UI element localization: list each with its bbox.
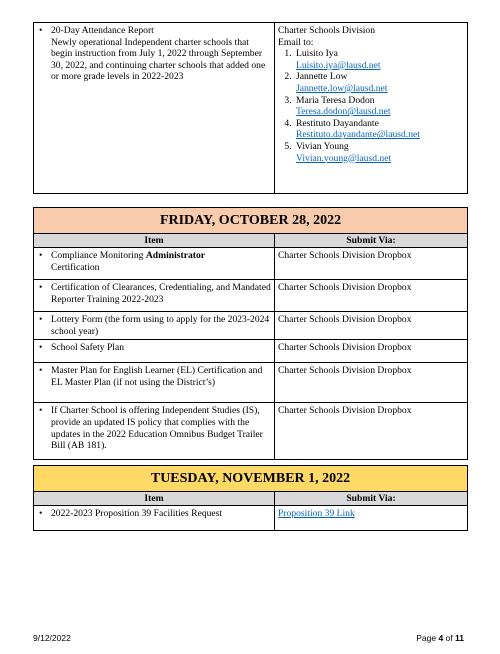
item-text: If Charter School is offering Independent Studies (IS), provide an updated IS policy that complies with the updates in the 2022 Education Omnibus Budget Trailer Bill (AB 181). [51, 405, 263, 452]
contact-name: Maria Teresa Dodon [296, 94, 375, 106]
contact-email-link[interactable]: Vivian.young@lausd.net [296, 152, 392, 164]
tuesday-title: TUESDAY, NOVEMBER 1, 2022 [34, 466, 468, 492]
list-item [294, 95, 464, 118]
bullet-icon: • [39, 250, 43, 262]
table-row [34, 248, 468, 280]
item-text: Master Plan for English Learner (EL) Certification and EL Master Plan (if not using the District’s) [51, 365, 263, 388]
table-row [34, 312, 468, 340]
column-header-item: Item [34, 491, 275, 506]
table-row [34, 23, 468, 194]
submit-text: Charter Schools Division Dropbox [275, 280, 468, 312]
item-text: 2022-2023 Proposition 39 Facilities Request [51, 508, 223, 520]
submit-text: Charter Schools Division Dropbox [275, 403, 468, 460]
bullet-icon: • [39, 508, 43, 520]
bullet-icon: • [39, 314, 43, 326]
tuesday-table [33, 465, 468, 531]
table-row [34, 506, 468, 531]
submit-text: Charter Schools Division Dropbox [275, 340, 468, 363]
bullet-icon: • [39, 25, 43, 36]
list-item [294, 118, 464, 141]
submit-text: Charter Schools Division Dropbox [275, 248, 468, 280]
submit-text: Charter Schools Division Dropbox [275, 312, 468, 340]
contact-list [278, 48, 464, 164]
submit-text: Charter Schools Division Dropbox [275, 363, 468, 403]
contact-name: Luisito Iya [296, 48, 338, 60]
item-description: Newly operational Independent charter schools that begin instruction from July 1, 2022 through September 30, 2022, and continuing charter schools that added one or more grade levels in 2022-2023 [51, 36, 266, 83]
item-text: Lottery Form (the form using to apply for the 2023-2024 school year) [51, 314, 270, 337]
table-row [34, 403, 468, 460]
submit-email-label: Email to: [278, 36, 314, 48]
table-row [34, 363, 468, 403]
bullet-icon: • [39, 342, 43, 354]
contact-name: Jannette Low [296, 71, 348, 83]
contact-email-link[interactable]: Restituto.dayandante@lausd.net [296, 129, 420, 141]
column-header-submit: Submit Via: [275, 233, 468, 248]
contact-name: Vivian Young [296, 140, 349, 152]
list-item [294, 141, 464, 164]
footer-date: 9/12/2022 [33, 633, 71, 643]
bullet-icon: • [39, 405, 43, 417]
item-text: Certification of Clearances, Credentialing, and Mandated Reporter Training 2022-2023 [51, 282, 271, 305]
table-row [34, 340, 468, 363]
friday-title: FRIDAY, OCTOBER 28, 2022 [34, 208, 468, 234]
list-item [294, 71, 464, 94]
item-title: 20-Day Attendance Report [51, 25, 154, 36]
submit-cell [275, 23, 468, 194]
proposition-39-link[interactable]: Proposition 39 Link [278, 508, 355, 520]
item-text: Compliance Monitoring Administrator Certification [51, 250, 206, 273]
submit-division: Charter Schools Division [278, 25, 375, 36]
column-header-item: Item [34, 233, 275, 248]
contact-email-link[interactable]: Jannette.low@lausd.net [296, 82, 388, 94]
bullet-icon: • [39, 282, 43, 294]
footer-page-number: Page 4 of 11 [416, 633, 464, 643]
list-item [294, 48, 464, 71]
bullet-icon: • [39, 365, 43, 377]
contact-name: Restituto Dayandante [296, 117, 379, 129]
item-cell [34, 23, 275, 194]
attendance-table [33, 22, 468, 194]
table-row [34, 280, 468, 312]
contact-email-link[interactable]: Teresa.dodon@lausd.net [296, 106, 391, 118]
item-text: School Safety Plan [51, 342, 125, 354]
contact-email-link[interactable]: Luisito.iya@lausd.net [296, 59, 381, 71]
friday-table [33, 207, 468, 460]
column-header-submit: Submit Via: [275, 491, 468, 506]
